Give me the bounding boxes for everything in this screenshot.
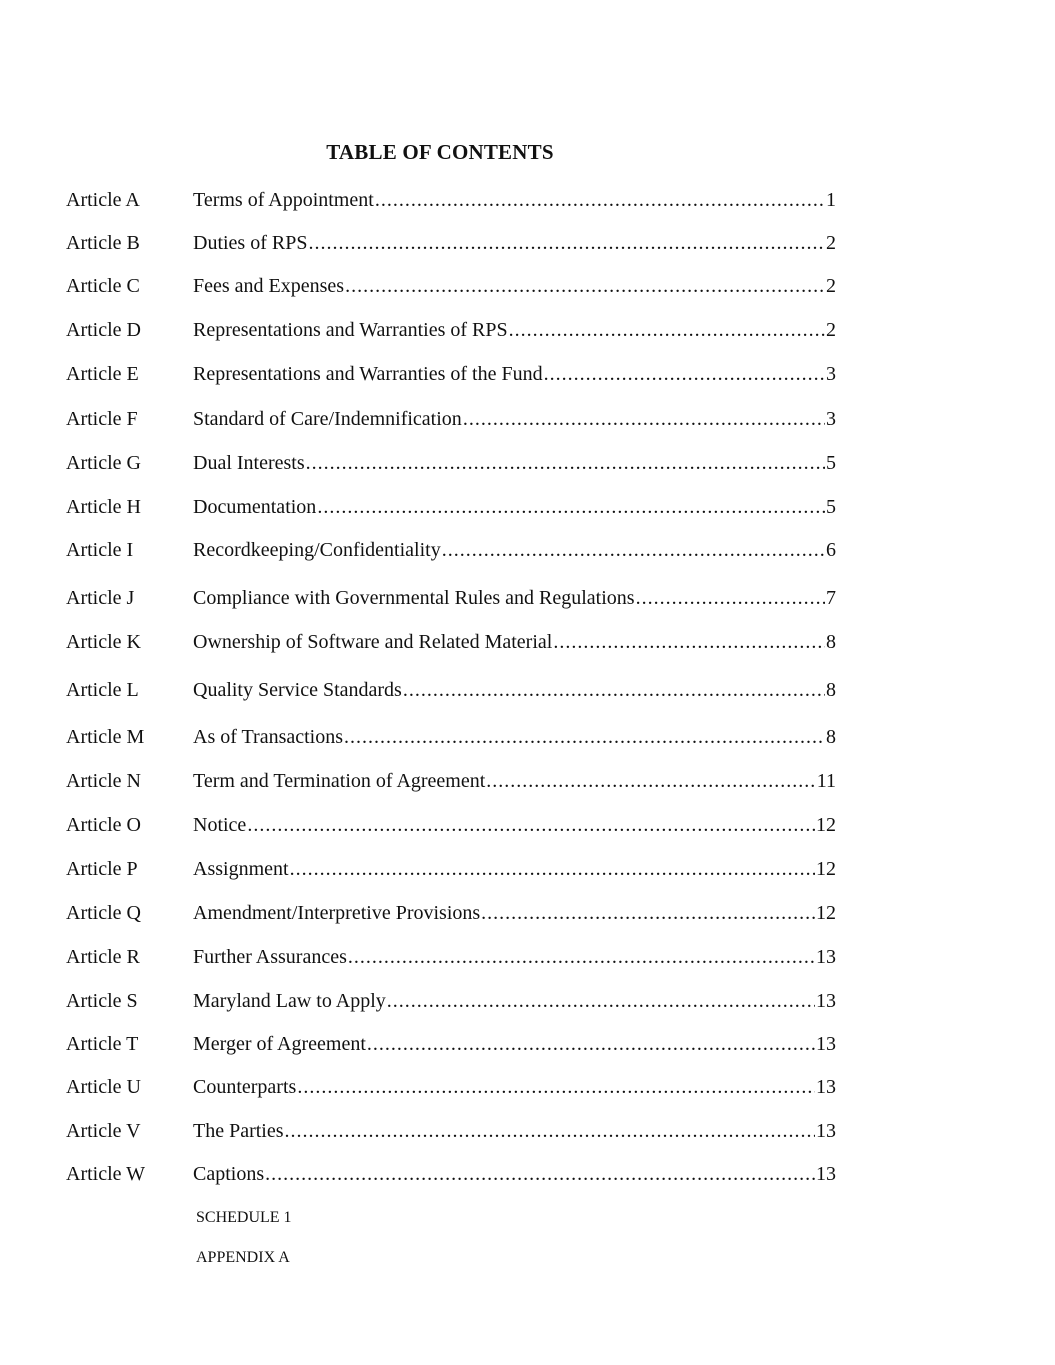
toc-entry (0, 722, 1055, 752)
article-title: Representations and Warranties of the Fund (193, 363, 543, 385)
dot-leader (297, 1072, 815, 1102)
toc-entry-line (193, 492, 836, 522)
article-label: Article W (66, 1163, 146, 1185)
article-title: The Parties (193, 1120, 284, 1142)
article-title: Representations and Warranties of RPS (193, 319, 508, 341)
dot-leader (375, 185, 825, 215)
article-label: Article K (66, 631, 141, 653)
dot-leader (345, 271, 825, 301)
toc-entry-line (193, 627, 836, 657)
article-label: Article T (66, 1033, 139, 1055)
article-label: Article G (66, 452, 141, 474)
article-label: Article V (66, 1120, 141, 1142)
page-number: 13 (816, 946, 836, 968)
page-title: TABLE OF CONTENTS (326, 140, 554, 164)
toc-entry-line (193, 315, 836, 345)
dot-leader (509, 315, 825, 345)
page-number: 12 (816, 814, 836, 836)
article-label: Article C (66, 275, 140, 297)
page-number: 5 (826, 452, 836, 474)
toc-entry (0, 1029, 1055, 1059)
toc-entry-line (193, 583, 836, 613)
dot-leader (247, 810, 815, 840)
article-title: Recordkeeping/Confidentiality (193, 539, 441, 561)
dot-leader (367, 1029, 815, 1059)
article-label: Article P (66, 858, 138, 880)
article-label: Article R (66, 946, 140, 968)
dot-leader (553, 627, 825, 657)
dot-leader (486, 766, 815, 796)
toc-entry-line (193, 986, 836, 1016)
article-label: Article B (66, 232, 140, 254)
page-number: 2 (826, 232, 836, 254)
article-title: Terms of Appointment (193, 189, 374, 211)
dot-leader (317, 492, 825, 522)
article-title: Further Assurances (193, 946, 347, 968)
toc-entry (0, 854, 1055, 884)
toc-entry (0, 942, 1055, 972)
toc-entry (0, 271, 1055, 301)
page-number: 7 (826, 587, 836, 609)
toc-entry-line (193, 766, 836, 796)
page-number: 8 (826, 726, 836, 748)
toc-entry (0, 810, 1055, 840)
toc-entry (0, 986, 1055, 1016)
article-label: Article F (66, 408, 138, 430)
article-label: Article J (66, 587, 135, 609)
article-label: Article A (66, 189, 140, 211)
dot-leader (344, 722, 825, 752)
toc-entry (0, 359, 1055, 389)
page-number: 12 (816, 858, 836, 880)
toc-entry-line (193, 185, 836, 215)
article-label: Article Q (66, 902, 141, 924)
page-number: 2 (826, 275, 836, 297)
page-number: 6 (826, 539, 836, 561)
appendix-item: APPENDIX A (196, 1249, 290, 1266)
article-title: Term and Termination of Agreement (193, 770, 486, 792)
page-number: 1 (826, 189, 836, 211)
dot-leader (442, 535, 825, 565)
article-title: Captions (193, 1163, 265, 1185)
toc-entry (0, 898, 1055, 928)
article-label: Article D (66, 319, 141, 341)
toc-entry-line (193, 535, 836, 565)
article-title: Amendment/Interpretive Provisions (193, 902, 481, 924)
toc-entry-line (193, 359, 836, 389)
toc-entry (0, 766, 1055, 796)
article-label: Article H (66, 496, 141, 518)
article-label: Article S (66, 990, 138, 1012)
page-number: 13 (816, 1033, 836, 1055)
dot-leader (463, 404, 825, 434)
toc-entry-line (193, 942, 836, 972)
toc-entry (0, 185, 1055, 215)
dot-leader (285, 1116, 815, 1146)
article-title: Compliance with Governmental Rules and Regulations (193, 587, 635, 609)
article-label: Article M (66, 726, 145, 748)
dot-leader (348, 942, 815, 972)
article-title: Notice (193, 814, 247, 836)
dot-leader (403, 675, 825, 705)
dot-leader (290, 854, 815, 884)
page-number: 8 (826, 679, 836, 701)
article-title: Fees and Expenses (193, 275, 345, 297)
article-label: Article E (66, 363, 139, 385)
toc-entry-line (193, 898, 836, 928)
toc-entry (0, 1072, 1055, 1102)
dot-leader (544, 359, 825, 389)
page-number: 13 (816, 1076, 836, 1098)
article-label: Article L (66, 679, 139, 701)
article-label: Article U (66, 1076, 141, 1098)
toc-entry-line (193, 810, 836, 840)
toc-entry-line (193, 1159, 836, 1189)
toc-entry-line (193, 448, 836, 478)
toc-entry-line (193, 1116, 836, 1146)
article-title: Ownership of Software and Related Material (193, 631, 553, 653)
toc-entry (0, 627, 1055, 657)
toc-entry-line (193, 271, 836, 301)
article-label: Article O (66, 814, 141, 836)
toc-entry-line (193, 675, 836, 705)
page-number: 3 (826, 408, 836, 430)
toc-entry-line (193, 228, 836, 258)
article-title: Quality Service Standards (193, 679, 402, 701)
page-number: 11 (816, 770, 836, 792)
toc-entry (0, 404, 1055, 434)
article-title: Maryland Law to Apply (193, 990, 386, 1012)
article-title: Counterparts (193, 1076, 297, 1098)
dot-leader (481, 898, 815, 928)
page-number: 13 (816, 1120, 836, 1142)
toc-entry (0, 583, 1055, 613)
page-number: 13 (816, 1163, 836, 1185)
page-number: 12 (816, 902, 836, 924)
article-title: Merger of Agreement (193, 1033, 366, 1055)
toc-entry (0, 535, 1055, 565)
toc-entry (0, 228, 1055, 258)
article-title: Standard of Care/Indemnification (193, 408, 462, 430)
toc-entry (0, 1116, 1055, 1146)
toc-entry (0, 675, 1055, 705)
page-number: 5 (826, 496, 836, 518)
article-title: Assignment (193, 858, 289, 880)
toc-entry-line (193, 1029, 836, 1059)
dot-leader (265, 1159, 815, 1189)
dot-leader (636, 583, 825, 613)
article-title: Duties of RPS (193, 232, 308, 254)
dot-leader (306, 448, 825, 478)
dot-leader (387, 986, 815, 1016)
dot-leader (308, 228, 825, 258)
page-number: 8 (826, 631, 836, 653)
toc-entry-line (193, 854, 836, 884)
appendix-item: SCHEDULE 1 (196, 1209, 292, 1226)
toc-entry-line (193, 1072, 836, 1102)
toc-entry-line (193, 404, 836, 434)
toc-entry (0, 492, 1055, 522)
article-label: Article N (66, 770, 141, 792)
page-number: 2 (826, 319, 836, 341)
page-number: 13 (816, 990, 836, 1012)
toc-entry (0, 315, 1055, 345)
article-label: Article I (66, 539, 134, 561)
article-title: Dual Interests (193, 452, 305, 474)
toc-entry (0, 1159, 1055, 1189)
article-title: Documentation (193, 496, 317, 518)
page-number: 3 (826, 363, 836, 385)
article-title: As of Transactions (193, 726, 344, 748)
toc-entry-line (193, 722, 836, 752)
toc-entry (0, 448, 1055, 478)
